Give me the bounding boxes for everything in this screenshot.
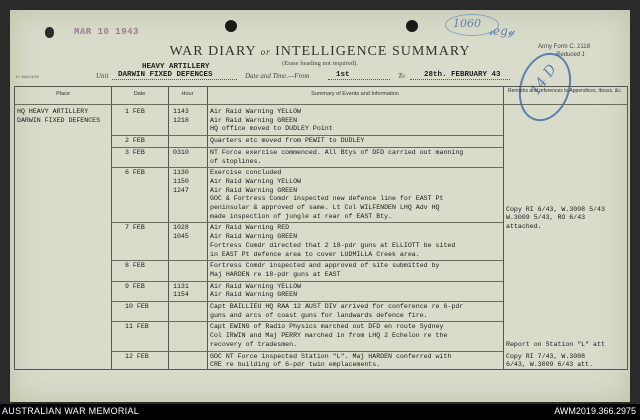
entry-date: 6 FEB [125,169,145,177]
diary-table [14,86,628,370]
row-divider [111,135,503,136]
entry-summary: Quarters etc moved from PEWIT to DUDLEY [210,137,365,145]
entry-remarks: Copy RI 6/43, W.3008 5/43 W.3009 5/43, RO 6/43 attached. [506,205,605,231]
entry-date: 12 FEB [125,352,149,360]
handwritten-top: 1060 [453,17,481,30]
col-divider [207,87,208,369]
to-date: 28th. FEBRUARY 43 [424,71,501,79]
punch-hole-right [406,20,418,32]
col-header-place: Place [56,91,70,97]
entry-summary: Capt BAILLIEU HQ RAA 12 AUST DIV arrived for conference re 6-pdr guns and arcs of coast guns for landwards defence fire. [210,303,464,319]
from-underline [328,79,390,80]
army-form-number: Army Form C. 2118 Reduced 1 [538,44,590,58]
entry-remarks: Report on Station "L" att [506,340,605,348]
entry-hours: 1130 1150 1247 [173,169,189,194]
row-divider [111,147,503,148]
entry-summary: Fortress Comdr inspected and approved of site submitted by Maj HARDEN re 18-pdr guns at EAST [210,262,440,278]
received-stamp: MAR 10 1943 [74,27,139,37]
entry-date: 11 FEB [125,323,149,331]
entry-date: 8 FEB [125,262,145,270]
entry-date: 2 FEB [125,137,145,145]
col-header-hour: Hour [181,91,194,97]
print-code: H. 1604 5/43 [16,74,39,79]
col-header-remarks: Remarks and references to Appendices, Ibruss, &c. [508,88,622,94]
page-title: WAR DIARY or INTELLIGENCE SUMMARY [169,44,471,59]
handwritten-scrawl: 𝓇𝑒𝑔𝓎 [488,24,515,38]
to-label: To [398,72,405,80]
col-header-date: Date [133,91,146,97]
entry-date: 3 FEB [125,148,145,156]
unit-line-2: DARWIN FIXED DEFENCES [118,71,213,79]
col-divider [168,87,169,369]
page-subtitle: (Erase heading not required). [282,60,358,67]
unit-label: Unit [96,72,109,80]
entry-date: 7 FEB [125,224,145,232]
date-label: Date and Time.—From [245,72,310,80]
entry-summary: Exercise concluded Air Raid Warning YELLOW Air Raid Warning GREEN GOC & Fortress Comdr inspected new defence line for EAST Pt peninsular & approved of same. Lt Col WILFENDEN LHQ Adv HQ made inspection of jungle at rear of EAST Bty. [210,169,444,220]
header-divider [15,104,627,105]
punch-hole-left [225,20,237,32]
from-date: 1st [336,71,350,79]
entry-hours: 1028 1045 [173,224,189,241]
entry-summary: NT Force exercise commenced. All Btys of DFD carried out manning of stoplines. [210,148,464,165]
entry-summary: Air Raid Warning RED Air Raid Warning GREEN Fortress Comdr directed that 2 18-pdr guns at ELLIOTT be sited in EAST Pt defence area to cover LUDMILLA Creek area. [210,224,456,258]
row-divider [111,301,503,302]
place-cell: HQ HEAVY ARTILLERY DARWIN FIXED DEFENCES [17,108,101,124]
col-divider [111,87,112,369]
row-divider [111,222,503,223]
ink-blot [45,27,54,38]
row-divider [111,167,503,168]
entry-summary: Capt EWING of Radio Physics marched out DFD en route Sydney Col IRWIN and Maj PERRY marched in from LHQ 2 Echelon re the recovery of tradesmen. [210,323,448,348]
row-divider [111,260,503,261]
entry-hours: 0310 [173,148,189,156]
entry-remarks: Copy RI 7/43, W.3008 6/43, W.3009 6/43 att. [506,352,594,369]
entry-hours: 1131 1154 [173,282,189,299]
credit-right: AWM2019.366.2975 [554,406,636,416]
entry-date: 10 FEB [125,303,149,310]
col-header-summary: Summary of Events and Information [311,91,399,97]
credit-left: AUSTRALIAN WAR MEMORIAL [2,406,140,416]
entry-date: 1 FEB [125,108,145,115]
unit-underline [112,79,237,80]
row-divider [111,351,503,352]
row-divider [111,281,503,282]
col-divider [503,87,504,369]
handwritten-circle-text: 14 D [527,61,560,99]
unit-line-1: HEAVY ARTILLERY [142,63,210,71]
entry-hours: 1143 1218 [173,108,189,124]
entry-summary: Air Raid Warning YELLOW Air Raid Warning GREEN [210,282,302,299]
entry-date: 9 FEB [125,282,145,290]
row-divider [111,321,503,322]
entry-summary: GOC NT Force inspected Station "L". Maj HARDEN conferred with CRE re building of 6-pdr twin emplacements. [210,352,452,369]
entry-summary: Air Raid Warning YELLOW Air Raid Warning GREEN HQ office moved to DUDLEY Point [210,108,333,133]
to-underline [410,79,510,80]
